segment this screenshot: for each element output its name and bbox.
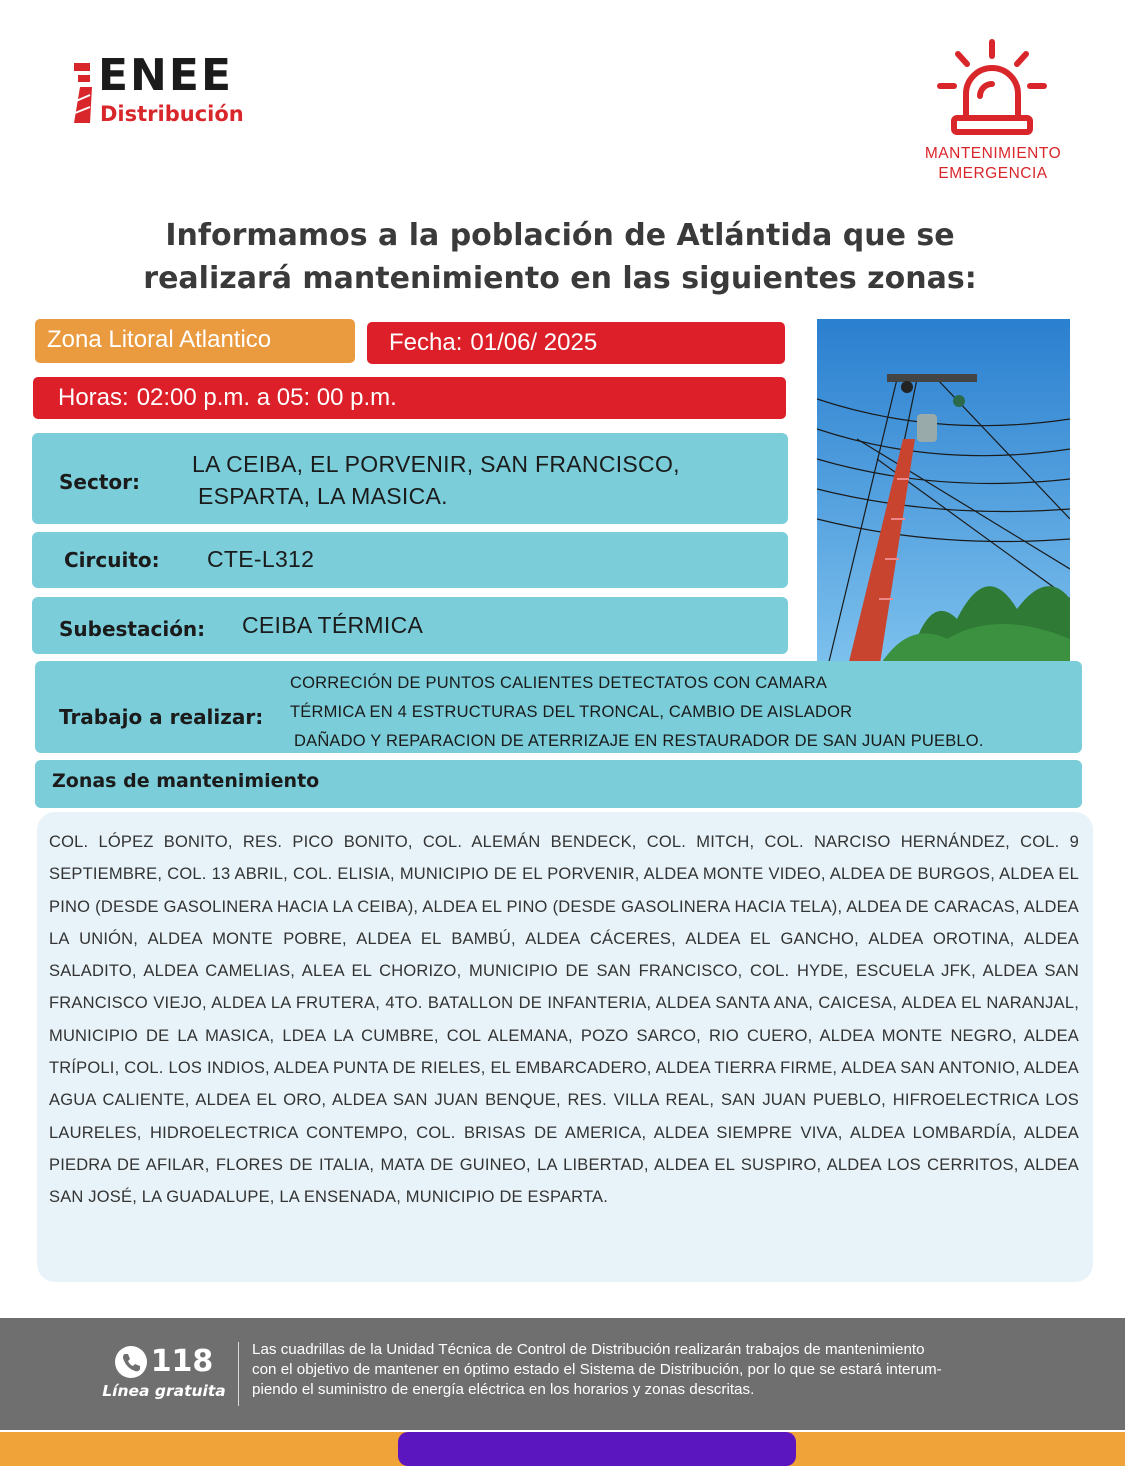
bottom-bar-left — [0, 1432, 416, 1466]
date-label: Fecha: — [389, 329, 463, 356]
substation-block — [32, 597, 788, 654]
footer-line2: con el objetivo de mantener en óptimo estado el Sistema de Distribución, por lo que se estará interum- — [252, 1361, 942, 1378]
bottom-bar-right — [780, 1432, 1125, 1466]
badge-line1: MANTENIMIENTO — [924, 145, 1062, 162]
phone-icon — [115, 1346, 147, 1378]
hours-pill — [33, 377, 786, 419]
phone-number: 118 — [150, 1344, 214, 1379]
zones-list-box — [37, 812, 1093, 1282]
siren-icon — [936, 36, 1048, 138]
circuit-label: Circuito: — [64, 548, 160, 572]
date-value: 01/06/ 2025 — [470, 329, 598, 356]
zones-header — [35, 760, 1082, 808]
circuit-block — [32, 532, 788, 588]
logo-mark-icon — [72, 61, 94, 125]
work-line3: DAÑADO Y REPARACION DE ATERRIZAJE EN RESTAURADOR DE SAN JUAN PUEBLO. — [294, 732, 984, 750]
footer-divider — [238, 1342, 239, 1406]
hours-value: 02:00 p.m. a 05: 00 p.m. — [136, 384, 397, 411]
sector-line2: ESPARTA, LA MASICA. — [198, 483, 448, 509]
sector-label: Sector: — [59, 470, 140, 494]
footer-line1: Las cuadrillas de la Unidad Técnica de Control de Distribución realizarán trabajos de mantenimiento — [252, 1341, 925, 1358]
work-block — [35, 661, 1082, 753]
phone-label: Línea gratuita — [102, 1382, 226, 1400]
date-pill — [367, 322, 785, 364]
sector-line1: LA CEIBA, EL PORVENIR, SAN FRANCISCO, — [192, 451, 680, 477]
phone-block — [96, 1344, 232, 1404]
work-line1: CORRECIÓN DE PUNTOS CALIENTES DETECTATOS CON CAMARA — [290, 674, 828, 692]
work-line2: TÉRMICA EN 4 ESTRUCTURAS DEL TRONCAL, CAMBIO DE AISLADOR — [290, 703, 853, 721]
emergency-badge — [896, 36, 1090, 186]
headline — [40, 214, 1080, 300]
hours-label: Horas: — [58, 384, 129, 411]
footer-text — [252, 1340, 1052, 1400]
substation-value: CEIBA TÉRMICA — [242, 612, 424, 638]
work-label: Trabajo a realizar: — [59, 705, 264, 729]
footer — [0, 1318, 1125, 1430]
badge-line2: EMERGENCIA — [938, 165, 1048, 182]
zones-title: Zonas de mantenimiento — [52, 770, 320, 792]
substation-label: Subestación: — [59, 617, 206, 641]
zones-list-text: COL. LÓPEZ BONITO, RES. PICO BONITO, COL. ALEMÁN BENDECK, COL. MITCH, COL. NARCISO HERNÁNDEZ, COL. 9 SEPTIEMBRE, COL. 13 ABRIL, COL. ELISIA, MUNICIPIO DE EL PORVENIR, ALDEA MONTE VIDEO, ALDEA DE BURGOS, ALDEA EL PINO (DESDE GASOLINERA HACIA LA CEIBA), ALDEA EL PINO (DESDE GASOLINERA HACIA TELA), ALDEA DE CARACAS, ALDEA LA UNIÓN, ALDEA MONTE POBRE, ALDEA EL BAMBÚ, ALDEA CÁCERES, ALDEA EL GANCHO, ALDEA OROTINA, ALDEA SALADITO, ALDEA CAMELIAS, ALEA EL CHORIZO, MUNICIPIO DE SAN FRANCISCO, COL. HYDE, ESCUELA JFK, ALDEA SAN FRANCISCO VIEJO, ALDEA LA FRUTERA, 4TO. BATALLON DE INFANTERIA, ALDEA SANTA ANA, CAICESA, ALDEA EL NARANJAL, MUNICIPIO DE LA MASICA, LDEA LA CUMBRE, COL ALEMANA, POZO SARCO, RIO CUERO, ALDEA MONTE NEGRO, ALDEA TRÍPOLI, COL. LOS INDIOS, ALDEA PUNTA DE RIELES, EL EMBARCADERO, ALDEA TIERRA FIRME, ALDEA SAN ANTONIO, ALDEA AGUA CALIENTE, ALDEA EL ORO, ALDEA SAN JUAN BENQUE, RES. VILLA REAL, SAN JUAN PUEBLO, HIFROELECTRICA LOS LAURELES, HIDROELECTRICA CONTEMPO, COL. BRISAS DE AMERICA, ALDEA SIEMPRE VIVA, ALDEA LOMBARDÍA, ALDEA PIEDRA DE AFILAR, FLORES DE ITALIA, MATA DE GUINEO, LA LIBERTAD, ALDEA EL SUSPIRO, ALDEA LOS CERRITOS, ALDEA SAN JOSÉ, LA GUADALUPE, LA ENSENADA, MUNICIPIO DE ESPARTA. — [49, 833, 1079, 1207]
brand-sub: Distribución — [100, 102, 244, 126]
headline-line1: Informamos a la población de Atlántida que se — [165, 218, 955, 253]
zone-pill: Zona Litoral Atlantico — [35, 319, 355, 363]
circuit-value: CTE-L312 — [207, 546, 315, 572]
sector-block — [32, 433, 788, 524]
brand-name: ENEE — [98, 50, 233, 101]
enee-logo — [72, 50, 302, 130]
power-line-photo — [817, 319, 1070, 670]
headline-line2: realizará mantenimiento en las siguientes zonas: — [143, 261, 977, 296]
bottom-bar-center — [398, 1432, 796, 1466]
footer-line3: piendo el suministro de energía eléctrica en los horarios y zonas descritas. — [252, 1381, 755, 1398]
